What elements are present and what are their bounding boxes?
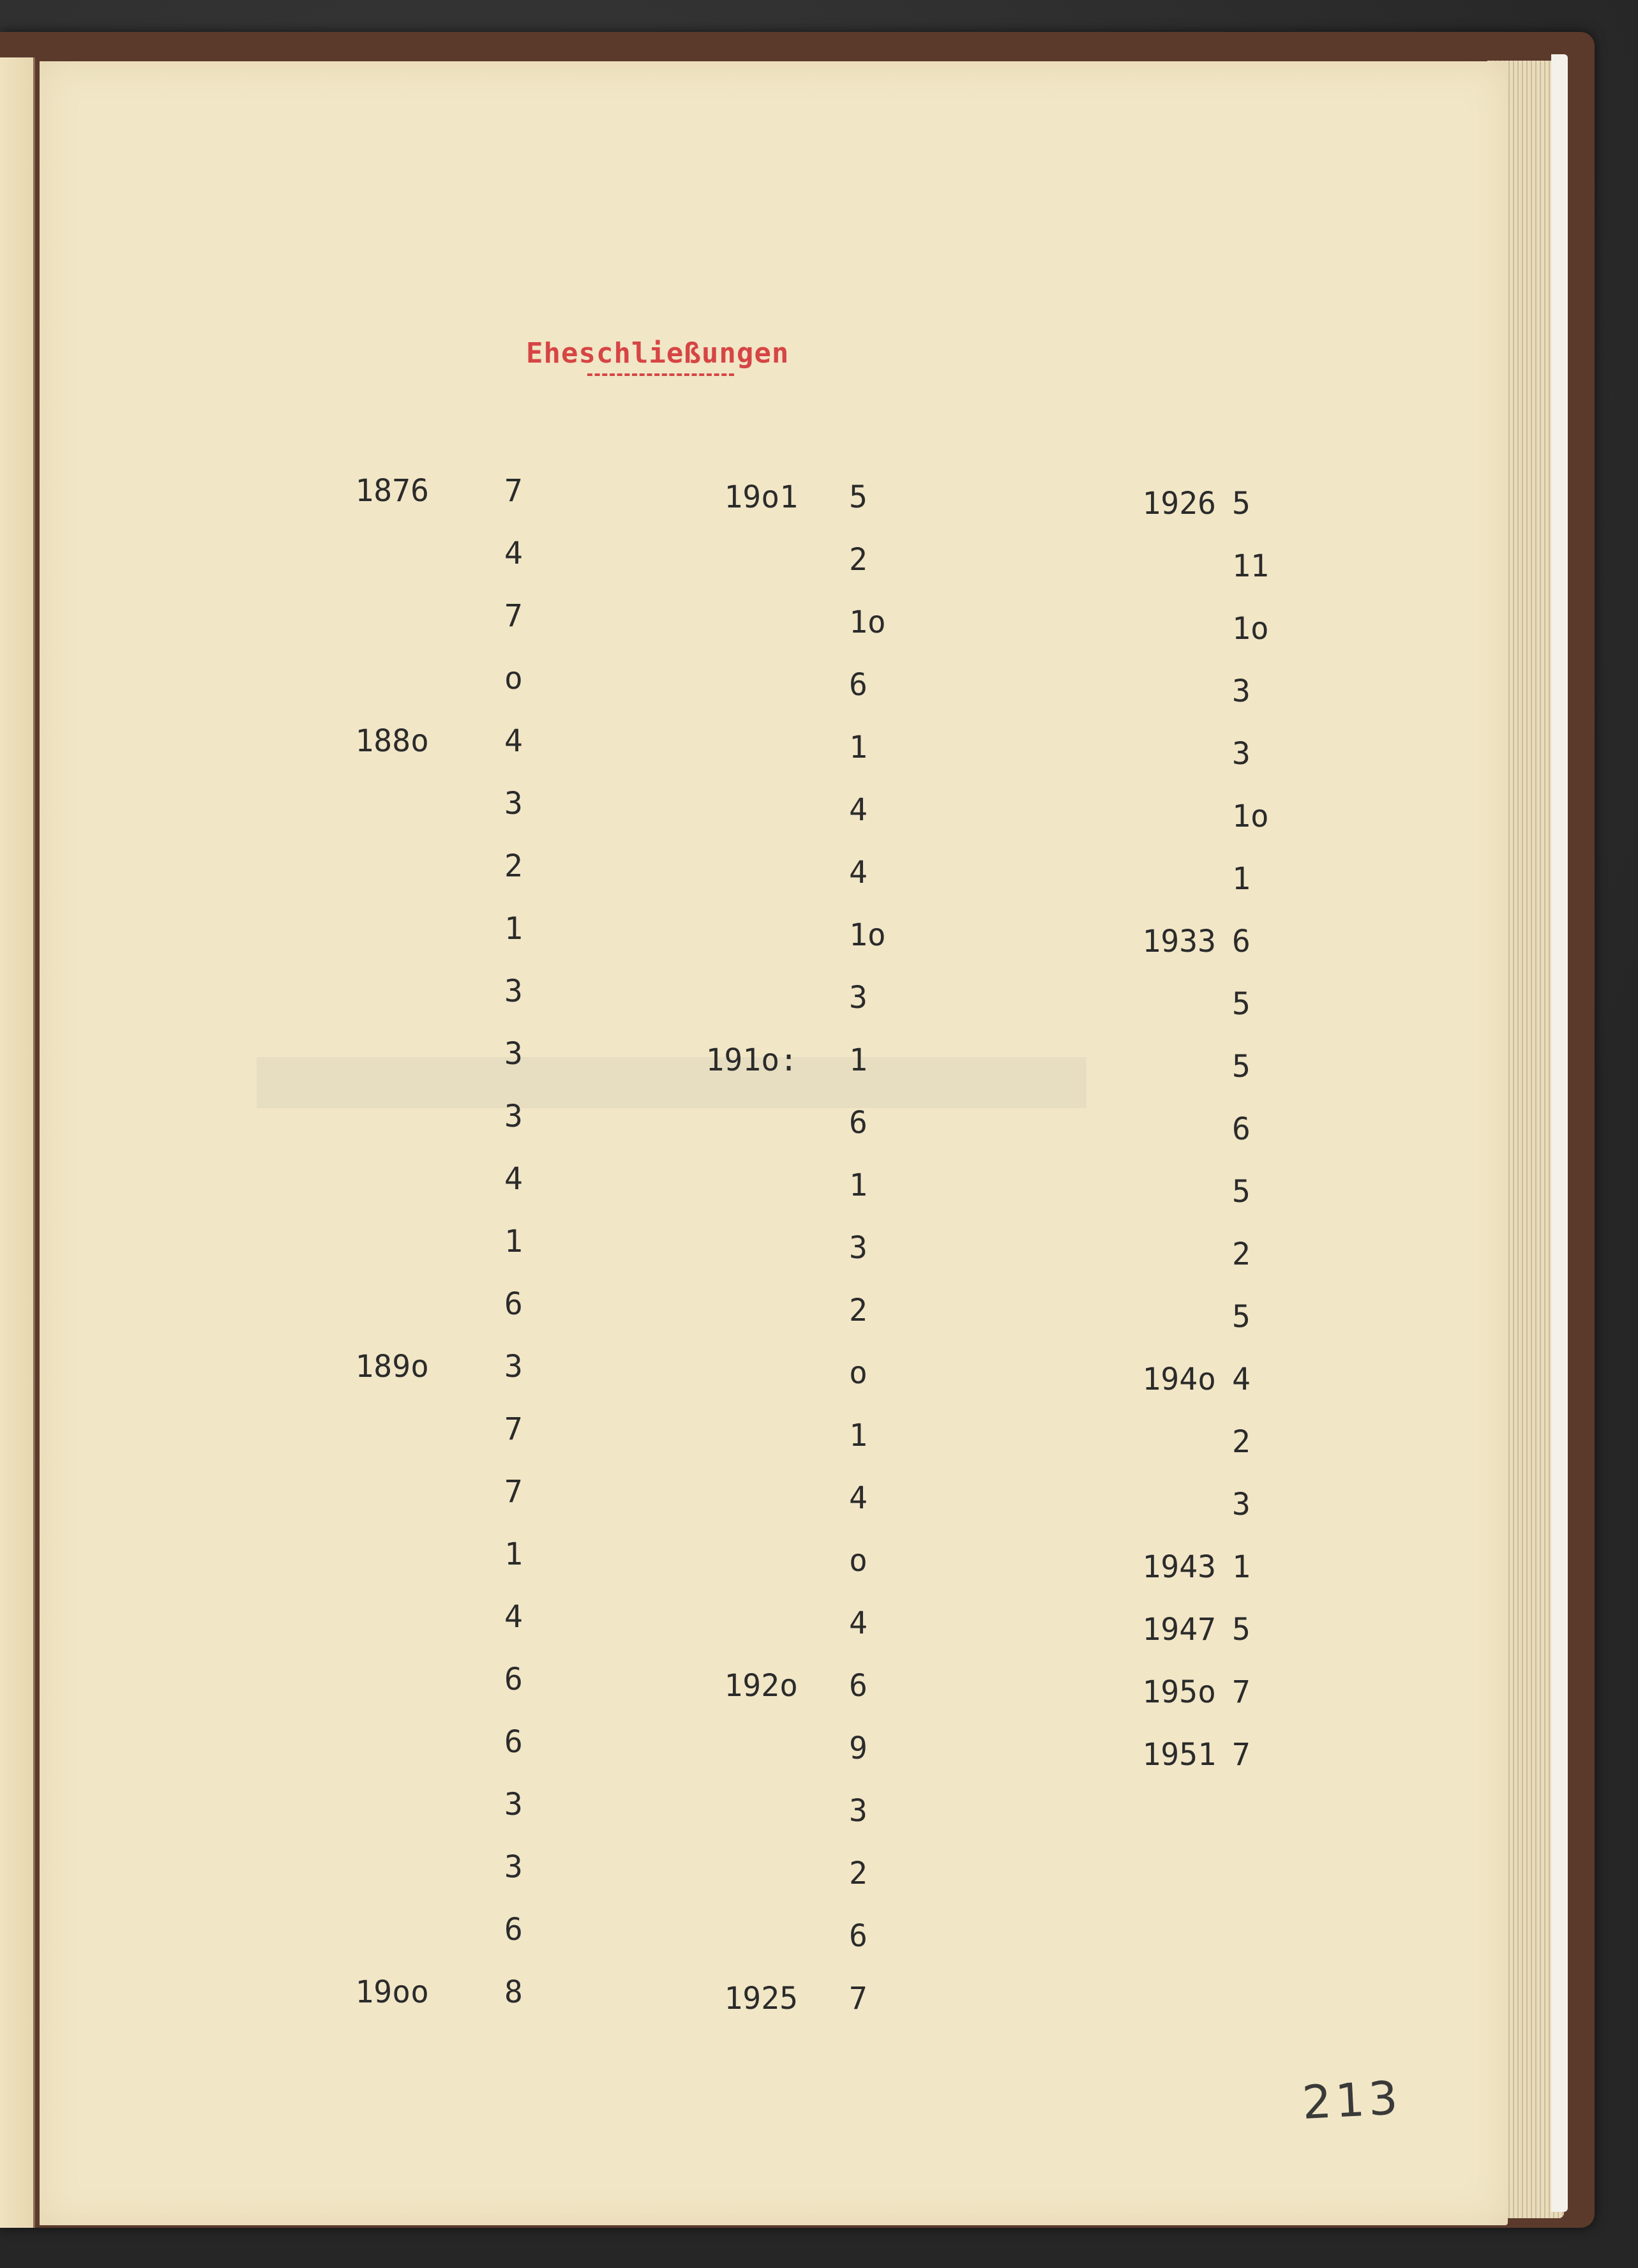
marriage-count: 3 xyxy=(849,1793,868,1829)
marriage-count: 9 xyxy=(849,1731,868,1766)
marriage-count: 6 xyxy=(504,1662,523,1697)
year-label: 1943 xyxy=(1142,1549,1216,1585)
marriage-count: 1o xyxy=(849,917,886,953)
marriage-count: 1 xyxy=(849,1418,868,1453)
marriage-count: 3 xyxy=(504,973,523,1009)
marriage-count: 4 xyxy=(849,1605,868,1641)
marriage-count: 7 xyxy=(849,1981,868,2016)
marriage-count: 5 xyxy=(1232,486,1251,522)
marriage-count: 7 xyxy=(1232,1674,1251,1710)
marriage-count: 1 xyxy=(849,1042,868,1078)
year-label: 194o xyxy=(1142,1362,1216,1397)
marriage-count: 6 xyxy=(504,1912,523,1948)
marriage-count: 3 xyxy=(1232,1487,1251,1522)
marriage-count: o xyxy=(849,1355,868,1391)
year-label: 1933 xyxy=(1142,924,1216,959)
marriage-count: 2 xyxy=(1232,1236,1251,1272)
marriage-count: 6 xyxy=(504,1286,523,1322)
marriage-count: 1 xyxy=(849,1168,868,1203)
marriage-count: 4 xyxy=(504,723,523,759)
marriage-count: 3 xyxy=(1232,673,1251,709)
marriage-count: 3 xyxy=(504,1349,523,1385)
marriage-count: 7 xyxy=(504,598,523,634)
marriage-count: 4 xyxy=(849,792,868,828)
marriage-count: 2 xyxy=(849,1293,868,1328)
left-page-edge xyxy=(0,57,35,2228)
marriage-count: 4 xyxy=(849,1480,868,1516)
year-label: 1926 xyxy=(1142,486,1216,522)
year-label: 1947 xyxy=(1142,1612,1216,1648)
white-sheet-edge xyxy=(1551,54,1568,2212)
marriage-count: 4 xyxy=(504,1599,523,1635)
marriage-count: 5 xyxy=(1232,1299,1251,1335)
marriage-count: 2 xyxy=(849,542,868,578)
marriage-count: 3 xyxy=(504,1787,523,1822)
year-label: 192o xyxy=(724,1668,798,1704)
marriage-count: 6 xyxy=(849,667,868,703)
year-label: 188o xyxy=(355,723,429,759)
marriage-count: 1o xyxy=(1232,799,1269,834)
marriage-count: 6 xyxy=(1232,1111,1251,1147)
marriage-count: 4 xyxy=(1232,1362,1251,1397)
marriage-count: 3 xyxy=(504,786,523,822)
marriage-count: 5 xyxy=(1232,1174,1251,1210)
marriage-count: 3 xyxy=(504,1849,523,1885)
marriage-count: 1o xyxy=(1232,611,1269,647)
marriage-count: 1 xyxy=(504,911,523,947)
marriage-count: 6 xyxy=(849,1105,868,1141)
marriage-count: 3 xyxy=(504,1099,523,1134)
marriage-count: 4 xyxy=(504,536,523,571)
marriage-count: 1o xyxy=(849,605,886,640)
bleed-through-shadow xyxy=(257,1057,1086,1108)
marriage-count: 6 xyxy=(849,1918,868,1954)
year-label: 1925 xyxy=(724,1981,798,2016)
year-label: 19oo xyxy=(355,1974,429,2010)
marriage-count: o xyxy=(849,1543,868,1579)
title-underline xyxy=(587,373,734,376)
marriage-count: 8 xyxy=(504,1974,523,2010)
year-label: 191o: xyxy=(705,1042,798,1078)
marriage-count: 5 xyxy=(1232,986,1251,1022)
year-label: 189o xyxy=(355,1349,429,1385)
marriage-count: 6 xyxy=(504,1724,523,1760)
marriage-count: 7 xyxy=(504,473,523,509)
page-title: Eheschließungen xyxy=(526,337,790,370)
marriage-count: 3 xyxy=(504,1036,523,1072)
year-label: 1876 xyxy=(355,473,429,509)
year-label: 19o1 xyxy=(724,479,798,515)
marriage-count: 5 xyxy=(1232,1612,1251,1648)
marriage-count: 7 xyxy=(1232,1737,1251,1773)
marriage-count: 6 xyxy=(1232,924,1251,959)
marriage-count: 3 xyxy=(849,980,868,1016)
marriage-count: 5 xyxy=(1232,1049,1251,1085)
marriage-count: 3 xyxy=(1232,736,1251,772)
marriage-count: o xyxy=(504,661,523,696)
marriage-count: 1 xyxy=(504,1224,523,1259)
marriage-count: 3 xyxy=(849,1230,868,1266)
marriage-count: 7 xyxy=(504,1474,523,1510)
marriage-count: 2 xyxy=(504,848,523,884)
marriage-count: 4 xyxy=(849,855,868,890)
marriage-count: 1 xyxy=(504,1536,523,1572)
marriage-count: 1 xyxy=(1232,861,1251,897)
marriage-count: 2 xyxy=(849,1856,868,1891)
marriage-count: 5 xyxy=(849,479,868,515)
year-label: 195o xyxy=(1142,1674,1216,1710)
year-label: 1951 xyxy=(1142,1737,1216,1773)
marriage-count: 2 xyxy=(1232,1424,1251,1460)
document-page xyxy=(40,61,1508,2225)
marriage-count: 1 xyxy=(849,730,868,765)
marriage-count: 1 xyxy=(1232,1549,1251,1585)
marriage-count: 6 xyxy=(849,1668,868,1704)
marriage-count: 4 xyxy=(504,1161,523,1197)
marriage-count: 7 xyxy=(504,1411,523,1447)
marriage-count: 11 xyxy=(1232,548,1269,584)
handwritten-page-number: 213 xyxy=(1300,2070,1403,2130)
